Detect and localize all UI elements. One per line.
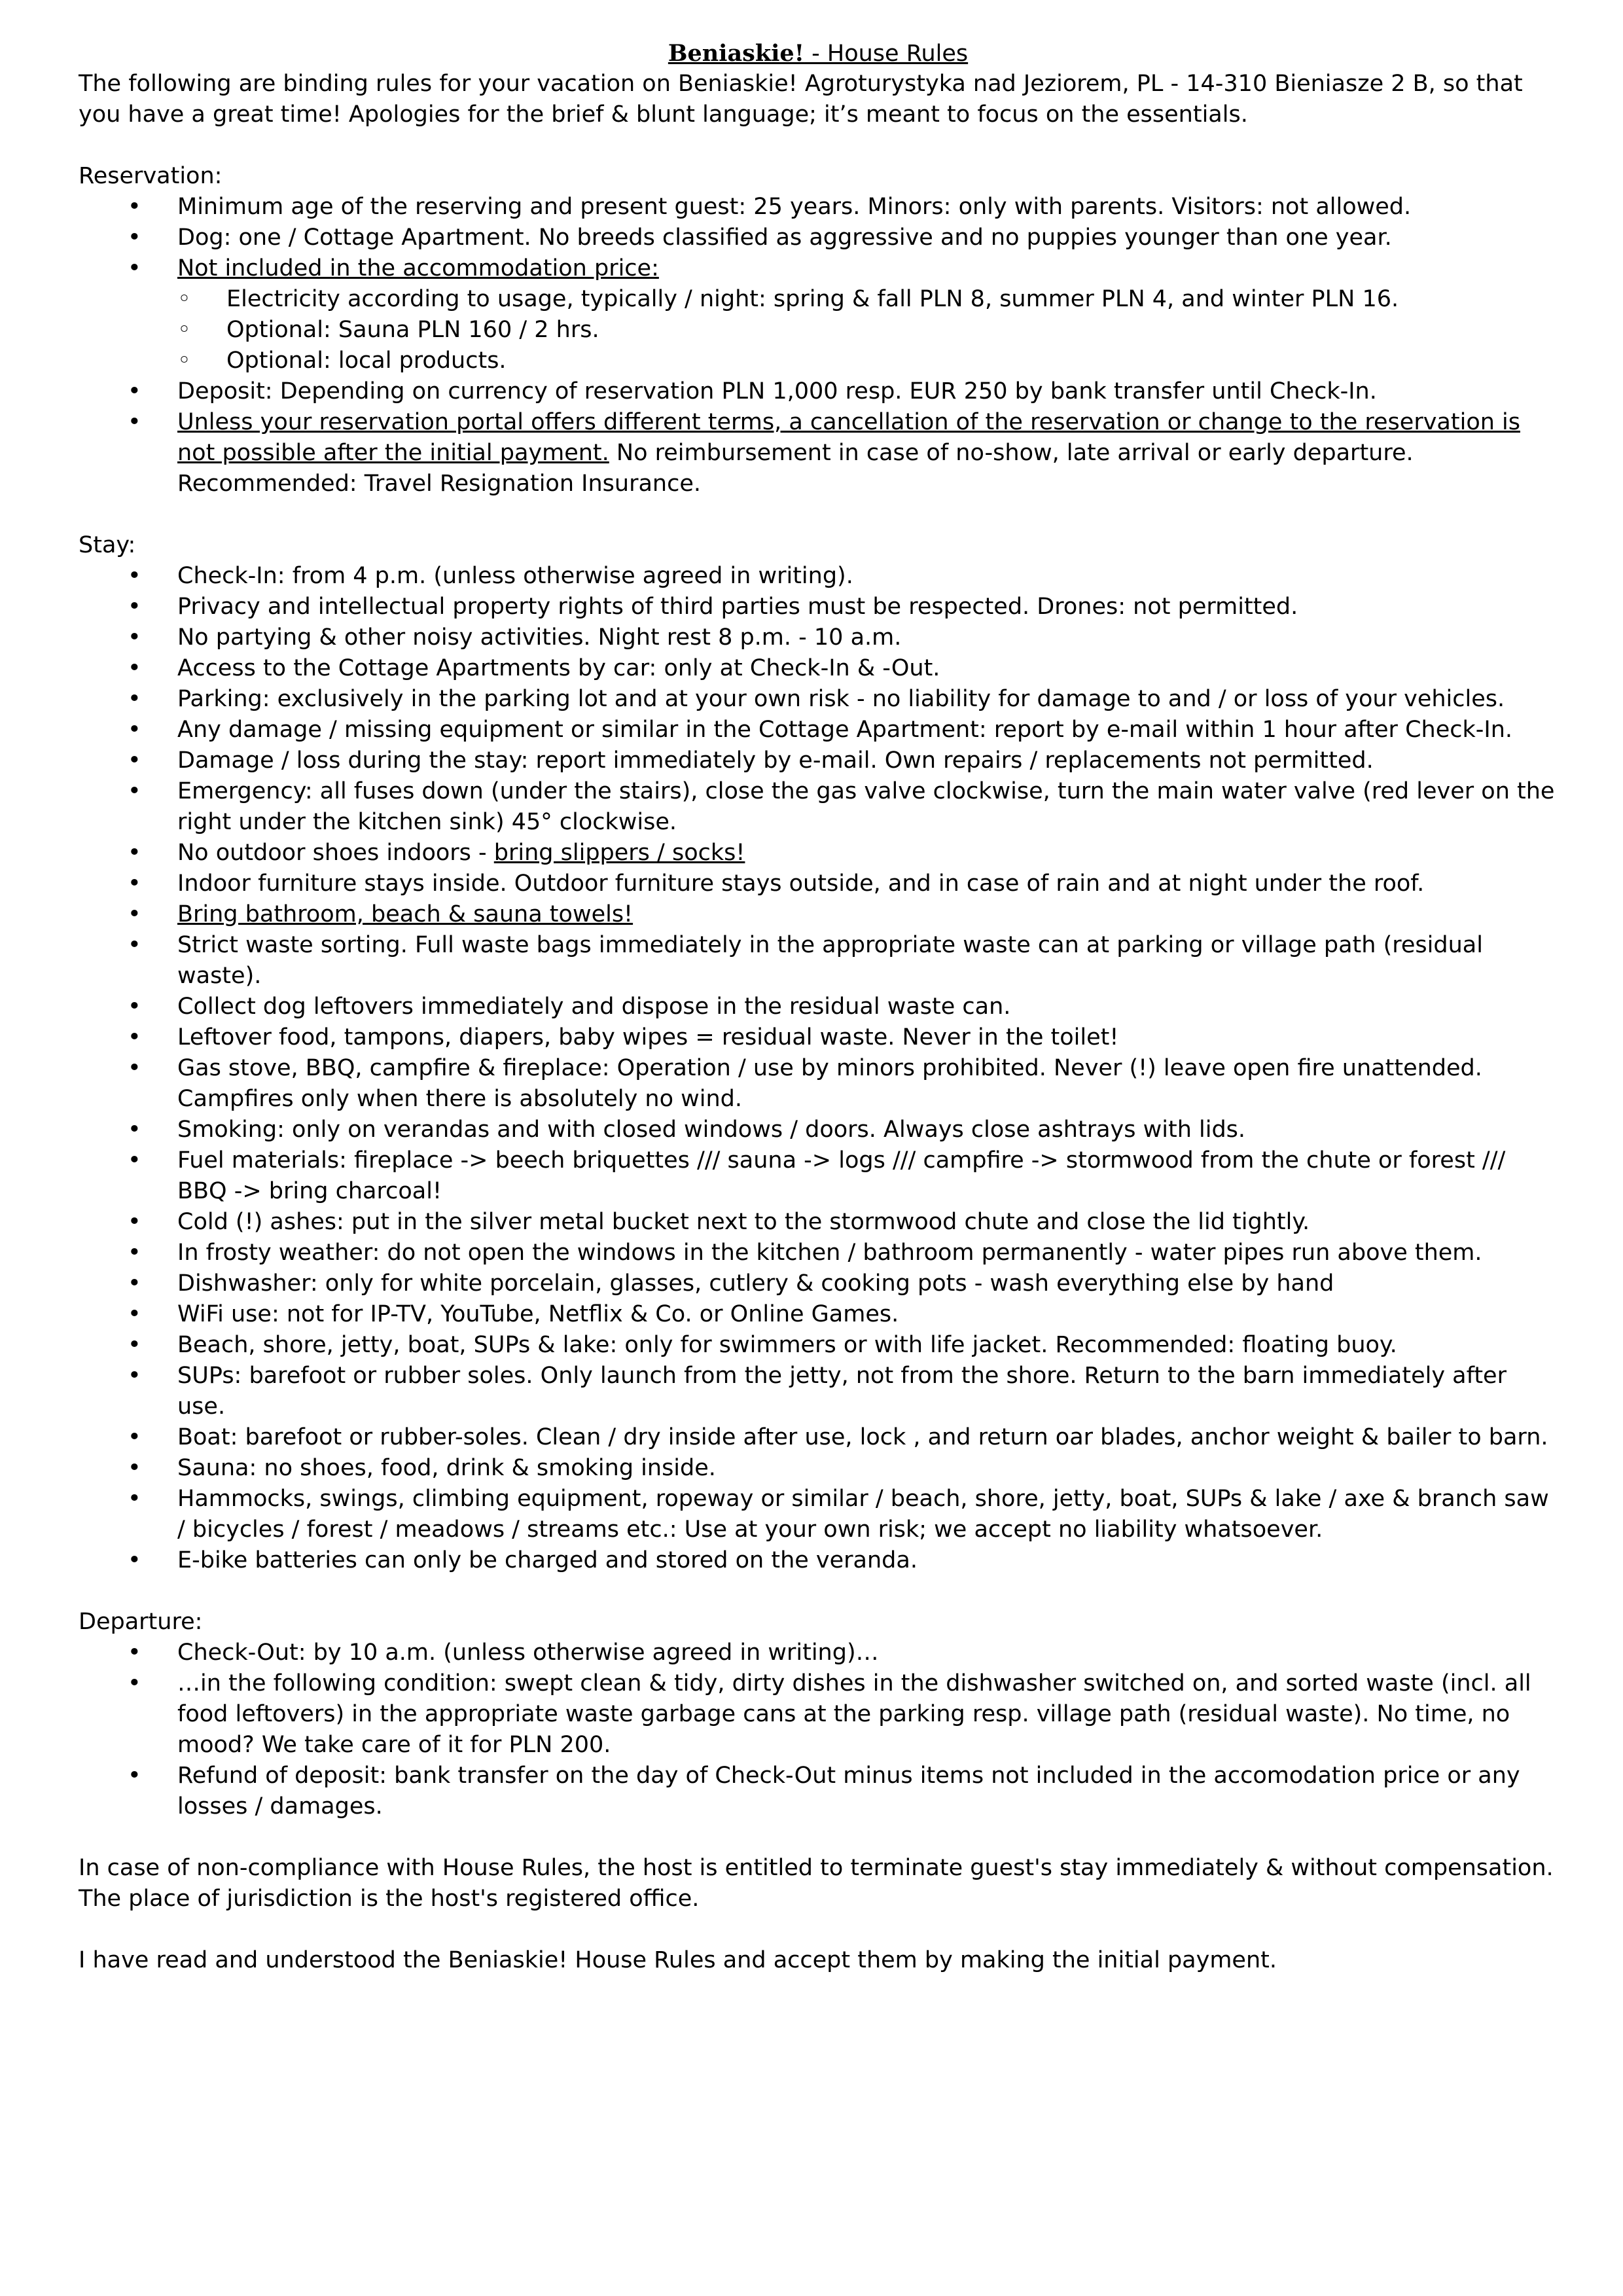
- list-item: • Leftover food, tampons, diapers, baby wipes = residual waste. Never in the toilet!: [79, 1022, 1558, 1053]
- list-item: ◦ Optional: Sauna PLN 160 / 2 hrs.: [177, 315, 1558, 346]
- stay-list: [79, 561, 1558, 1576]
- list-item: • Boat: barefoot or rubber-soles. Clean / dry inside after use, lock , and return oar blades, anchor weight & bailer to barn.: [79, 1422, 1558, 1453]
- list-item: • E-bike batteries can only be charged and stored on the veranda.: [79, 1545, 1558, 1576]
- list-item: ◦ Optional: local products.: [177, 346, 1558, 376]
- list-item: • Parking: exclusively in the parking lot and at your own risk - no liability for damage to and / or loss of your vehicles.: [79, 684, 1558, 715]
- list-item: • …in the following condition: swept clean & tidy, dirty dishes in the dishwasher switched on, and sorted waste (incl. all food leftovers) in the appropriate waste garbage cans at the parking resp. village path (residual waste). No time, no mood? We take care of it for PLN 200.: [79, 1668, 1558, 1761]
- cancellation-terms: Unless your reservation portal offers different terms, a cancellation of the reservation or change to the reservation is not possible after the initial payment.: [177, 409, 1520, 466]
- list-item: • Smoking: only on verandas and with closed windows / doors. Always close ashtrays with lids.: [79, 1115, 1558, 1145]
- list-item: • Check-In: from 4 p.m. (unless otherwise agreed in writing).: [79, 561, 1558, 592]
- stay-heading: Stay:: [79, 532, 136, 558]
- list-item: • Check-Out: by 10 a.m. (unless otherwise agreed in writing)…: [79, 1638, 1558, 1668]
- title-text: - House Rules: [804, 41, 969, 67]
- list-item: • Cold (!) ashes: put in the silver metal bucket next to the stormwood chute and close the lid tightly.: [79, 1207, 1558, 1238]
- list-item: • Unless your reservation portal offers different terms, a cancellation of the reservation or change to the reservation is not possible after the initial payment. No reimbursement in case of no-show, late arrival or early departure. Recommended: Travel Resignation Insurance.: [79, 407, 1558, 499]
- reservation-list: [79, 192, 1558, 499]
- list-item: • Privacy and intellectual property rights of third parties must be respected. Drones: not permitted.: [79, 592, 1558, 622]
- list-item: • Damage / loss during the stay: report immediately by e-mail. Own repairs / replacements not permitted.: [79, 745, 1558, 776]
- slippers-note: bring slippers / socks!: [493, 840, 745, 866]
- list-item: • Dishwasher: only for white porcelain, glasses, cutlery & cooking pots - wash everything else by hand: [79, 1268, 1558, 1299]
- list-item: [79, 899, 1558, 930]
- list-item: • WiFi use: not for IP-TV, YouTube, Netflix & Co. or Online Games.: [79, 1299, 1558, 1330]
- list-item: • Emergency: all fuses down (under the stairs), close the gas valve clockwise, turn the main water valve (red lever on the right under the kitchen sink) 45° clockwise.: [79, 776, 1558, 838]
- departure-list: [79, 1638, 1558, 1822]
- list-item: [79, 253, 1558, 376]
- not-included-heading: Not included in the accommodation price:: [177, 255, 659, 281]
- document: [79, 38, 1558, 1976]
- list-item: • SUPs: barefoot or rubber soles. Only launch from the jetty, not from the shore. Return to the barn immediately after use.: [79, 1361, 1558, 1422]
- acceptance-paragraph: I have read and understood the Beniaskie! House Rules and accept them by making the initial payment.: [79, 1947, 1277, 1973]
- list-item: • Access to the Cottage Apartments by car: only at Check-In & -Out.: [79, 653, 1558, 684]
- departure-heading: Departure:: [79, 1609, 203, 1635]
- list-item: • In frosty weather: do not open the windows in the kitchen / bathroom permanently - water pipes run above them.: [79, 1238, 1558, 1268]
- list-item: • Collect dog leftovers immediately and dispose in the residual waste can.: [79, 992, 1558, 1022]
- reservation-heading: Reservation:: [79, 163, 223, 189]
- list-item: • Dog: one / Cottage Apartment. No breeds classified as aggressive and no puppies younger than one year.: [79, 223, 1558, 253]
- list-item: • Gas stove, BBQ, campfire & fireplace: Operation / use by minors prohibited. Never (!) leave open fire unattended. Campfires only when there is absolutely no wind.: [79, 1053, 1558, 1115]
- list-item: • Strict waste sorting. Full waste bags immediately in the appropriate waste can at parking or village path (residual waste).: [79, 930, 1558, 992]
- list-item: • No outdoor shoes indoors - bring slippers / socks!: [79, 838, 1558, 869]
- list-item: • Minimum age of the reserving and present guest: 25 years. Minors: only with parents. Visitors: not allowed.: [79, 192, 1558, 223]
- towels-note: Bring bathroom, beach & sauna towels!: [177, 901, 633, 927]
- list-item: ◦ Electricity according to usage, typically / night: spring & fall PLN 8, summer PLN 4, and winter PLN 16.: [177, 284, 1558, 315]
- list-item: • No partying & other noisy activities. Night rest 8 p.m. - 10 a.m.: [79, 622, 1558, 653]
- list-item: • Indoor furniture stays inside. Outdoor furniture stays outside, and in case of rain and at night under the roof.: [79, 869, 1558, 899]
- list-item: • Any damage / missing equipment or similar in the Cottage Apartment: report by e-mail within 1 hour after Check-In.: [79, 715, 1558, 745]
- list-item: • Deposit: Depending on currency of reservation PLN 1,000 resp. EUR 250 by bank transfer until Check-In.: [79, 376, 1558, 407]
- brand-logo-text: Beniaskie!: [668, 40, 805, 67]
- intro-paragraph: The following are binding rules for your vacation on Beniaskie! Agroturystyka nad Jeziorem, PL - 14-310 Bieniasze 2 B, so that you have a great time! Apologies for the brief & blunt language; it’s meant to focus on the essentials.: [79, 71, 1523, 128]
- list-item: • Fuel materials: fireplace -> beech briquettes /// sauna -> logs /// campfire -> stormwood from the chute or forest /// BBQ -> bring charcoal!: [79, 1145, 1558, 1207]
- list-item: • Sauna: no shoes, food, drink & smoking inside.: [79, 1453, 1558, 1484]
- non-compliance-paragraph: In case of non-compliance with House Rules, the host is entitled to terminate guest's stay immediately & without compensation. The place of jurisdiction is the host's registered office.: [79, 1855, 1554, 1912]
- list-item: • Refund of deposit: bank transfer on the day of Check-Out minus items not included in the accomodation price or any losses / damages.: [79, 1761, 1558, 1822]
- list-item: • Beach, shore, jetty, boat, SUPs & lake: only for swimmers or with life jacket. Recommended: floating buoy.: [79, 1330, 1558, 1361]
- document-title: [79, 38, 1558, 69]
- list-item: • Hammocks, swings, climbing equipment, ropeway or similar / beach, shore, jetty, boat, SUPs & lake / axe & branch saw / bicycles / forest / meadows / streams etc.: Use at your own risk; we accept no liability whatsoever.: [79, 1484, 1558, 1545]
- not-included-list: [177, 284, 1558, 376]
